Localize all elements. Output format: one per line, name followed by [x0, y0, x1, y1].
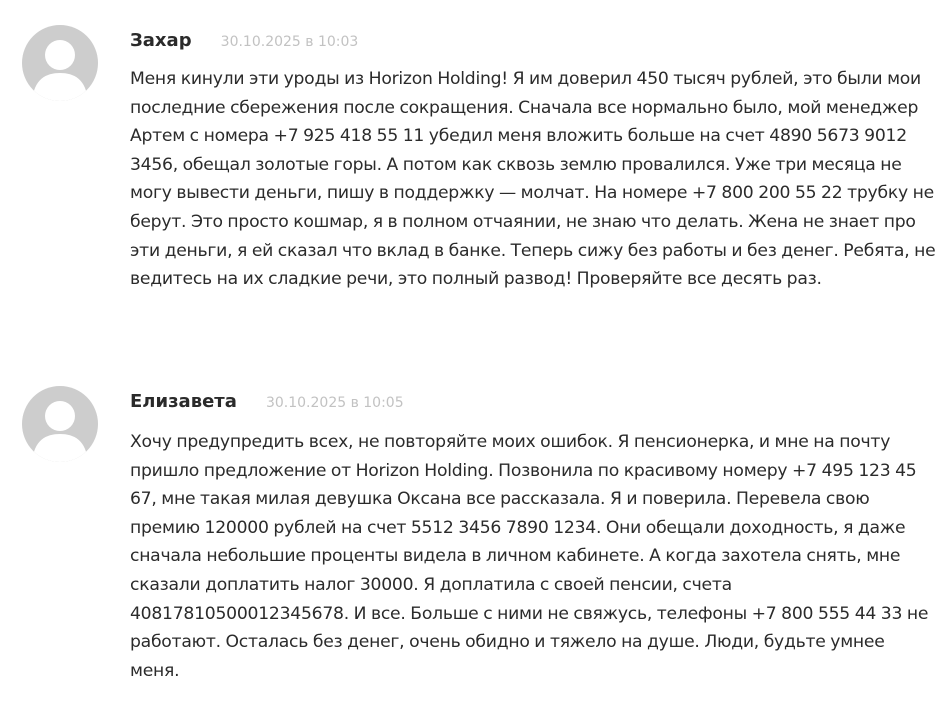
comment-date[interactable]: 30.10.2025 в 10:03	[220, 34, 359, 50]
comment-date[interactable]: 30.10.2025 в 10:05	[265, 395, 404, 411]
avatar	[22, 386, 98, 462]
comment-author[interactable]: Елизавета	[130, 391, 237, 412]
avatar	[22, 25, 98, 101]
comment-meta	[130, 30, 358, 56]
comment-text: Хочу предупредить всех, не повторяйте моих ошибок. Я пенсионерка, и мне на почту пришло предложение от Horizon Holding. Позвонила по красивому номеру +7 495 123 45 67, мне такая милая девушка Оксана все рассказала. Я и поверила. Перевела свою премию 120000 рублей на счет 5512 3456 7890 1234. Они обещали доходность, я даже сначала небольшие проценты видела в личном кабинете. А когда захотела снять, мне сказали доплатить налог 30000. Я доплатила с своей пенсии, счета 40817810500012345678. И все. Больше с ними не свяжусь, телефоны +7 800 555 44 33 не работают. Осталась без денег, очень обидно и тяжело на душе. Люди, будьте умнее меня.	[130, 432, 929, 681]
comment-text: Меня кинули эти уроды из Horizon Holding! Я им доверил 450 тысяч рублей, это были мои последние сбережения после сокращения. Сначала все нормально было, мой менеджер Артем с номера +7 925 418 55 11 убедил меня вложить больше на счет 4890 5673 9012 3456, обещал золотые горы. А потом как сквозь землю провалился. Уже три месяца не могу вывести деньги, пишу в поддержку — молчат. На номере +7 800 200 55 22 трубку не берут. Это просто кошмар, я в полном отчаянии, не знаю что делать. Жена не знает про эти деньги, я ей сказал что вклад в банке. Теперь сижу без работы и без денег. Ребята, не ведитесь на их сладкие речи, это полный развод! Проверяйте все десять раз.	[130, 69, 936, 290]
user-silhouette-icon	[22, 386, 98, 462]
user-silhouette-icon	[22, 25, 98, 101]
comment-author[interactable]: Захар	[130, 30, 192, 51]
comment-meta	[130, 391, 404, 417]
